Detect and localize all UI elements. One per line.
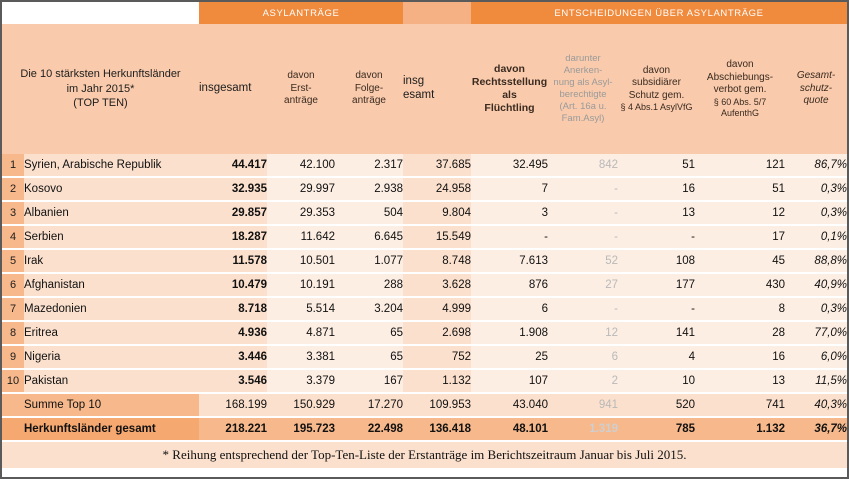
row-erstantraege: 3.381 — [267, 345, 335, 369]
col-header-antraege-insgesamt: insgesamt — [199, 24, 267, 154]
summary-abschiebungsverbot: 741 — [695, 393, 785, 417]
summary-erstantraege: 150.929 — [267, 393, 335, 417]
row-fluechtling: 25 — [471, 345, 548, 369]
row-country: Eritrea — [24, 321, 199, 345]
col-header-entscheidungen-insgesamt-l2: esamt — [403, 89, 435, 101]
row-entscheidungen: 1.132 — [403, 369, 471, 393]
col-header-erstantraege — [267, 24, 335, 154]
table-row — [2, 177, 847, 201]
corner-title-line2: im Jahr 2015* — [66, 82, 135, 95]
row-country: Pakistan — [24, 369, 199, 393]
row-anerkennung: - — [548, 297, 618, 321]
row-country: Syrien, Arabische Republik — [24, 154, 199, 177]
col-header-gesamtschutzquote — [785, 24, 847, 154]
row-rank: 2 — [2, 177, 24, 201]
row-fluechtling: 3 — [471, 201, 548, 225]
row-entscheidungen: 24.958 — [403, 177, 471, 201]
row-quote: 86,7% — [785, 154, 847, 177]
row-erstantraege: 3.379 — [267, 369, 335, 393]
table-row — [2, 345, 847, 369]
row-gesamt: 44.417 — [199, 154, 267, 177]
row-folgeantraege: 65 — [335, 345, 403, 369]
row-country: Afghanistan — [24, 273, 199, 297]
row-quote: 77,0% — [785, 321, 847, 345]
col-header-abschiebungsverbot — [695, 24, 785, 154]
row-fluechtling: 7.613 — [471, 249, 548, 273]
summary-entscheidungen: 109.953 — [403, 393, 471, 417]
row-gesamt: 4.936 — [199, 321, 267, 345]
table-row — [2, 273, 847, 297]
total-subsidiaer: 785 — [618, 417, 695, 441]
col-header-abschiebungsverbot-l3: verbot gem. — [713, 84, 767, 95]
col-header-folgeantraege-l1: davon — [355, 70, 383, 82]
row-rank: 3 — [2, 201, 24, 225]
summary-subsidiaer: 520 — [618, 393, 695, 417]
summary-fluechtling: 43.040 — [471, 393, 548, 417]
row-quote: 40,9% — [785, 273, 847, 297]
table-row — [2, 369, 847, 393]
row-subsidiaer: 4 — [618, 345, 695, 369]
row-subsidiaer: 10 — [618, 369, 695, 393]
row-rank: 10 — [2, 369, 24, 393]
row-erstantraege: 29.997 — [267, 177, 335, 201]
row-folgeantraege: 1.077 — [335, 249, 403, 273]
col-header-anerkennung — [548, 24, 618, 154]
row-country: Nigeria — [24, 345, 199, 369]
col-header-fluechtling-l2: Rechtsstellung als — [471, 75, 548, 101]
col-header-entscheidungen-insgesamt-l1: insg — [403, 75, 425, 88]
row-anerkennung: 2 — [548, 369, 618, 393]
col-header-fluechtling-l3: Flüchtling — [484, 102, 535, 115]
row-folgeantraege: 2.938 — [335, 177, 403, 201]
row-fluechtling: 1.908 — [471, 321, 548, 345]
row-fluechtling: 107 — [471, 369, 548, 393]
row-quote: 88,8% — [785, 249, 847, 273]
row-erstantraege: 11.642 — [267, 225, 335, 249]
col-header-anerkennung-l3: nung als Asyl- — [553, 77, 613, 89]
row-quote: 0,3% — [785, 177, 847, 201]
row-quote: 0,3% — [785, 297, 847, 321]
row-folgeantraege: 6.645 — [335, 225, 403, 249]
row-country: Irak — [24, 249, 199, 273]
row-folgeantraege: 288 — [335, 273, 403, 297]
row-folgeantraege: 504 — [335, 201, 403, 225]
row-anerkennung: - — [548, 225, 618, 249]
row-country: Albanien — [24, 201, 199, 225]
col-header-erstantraege-l1: davon — [287, 70, 315, 82]
asylum-statistics-table — [2, 2, 847, 468]
total-quote: 36,7% — [785, 417, 847, 441]
total-anerkennung: 1.319 — [548, 417, 618, 441]
total-rank-blank — [2, 417, 24, 441]
summary-folgeantraege: 17.270 — [335, 393, 403, 417]
row-fluechtling: 6 — [471, 297, 548, 321]
total-erstantraege: 195.723 — [267, 417, 335, 441]
row-entscheidungen: 9.804 — [403, 201, 471, 225]
row-rank: 4 — [2, 225, 24, 249]
row-anerkennung: - — [548, 201, 618, 225]
row-entscheidungen: 4.999 — [403, 297, 471, 321]
row-fluechtling: 876 — [471, 273, 548, 297]
row-subsidiaer: 51 — [618, 154, 695, 177]
col-header-anerkennung-l2: Anerken- — [563, 65, 603, 77]
col-header-subsidiaer-l3: Schutz gem. — [628, 89, 685, 101]
row-entscheidungen: 37.685 — [403, 154, 471, 177]
total-label: Herkunftsländer gesamt — [24, 417, 199, 441]
col-header-abschiebungsverbot-l4: § 60 Abs. 5/7 — [713, 96, 767, 107]
row-quote: 11,5% — [785, 369, 847, 393]
row-subsidiaer: 177 — [618, 273, 695, 297]
table-row — [2, 154, 847, 177]
footnote-text: * Reihung entsprechend der Top-Ten-Liste der Erstanträge im Berichtszeitraum Januar bis Juli 2015. — [2, 441, 847, 468]
row-rank: 1 — [2, 154, 24, 177]
row-anerkennung: 12 — [548, 321, 618, 345]
row-anerkennung: 27 — [548, 273, 618, 297]
total-fluechtling: 48.101 — [471, 417, 548, 441]
table-row — [2, 297, 847, 321]
row-erstantraege: 29.353 — [267, 201, 335, 225]
row-gesamt: 29.857 — [199, 201, 267, 225]
row-country: Kosovo — [24, 177, 199, 201]
summary-gesamt: 168.199 — [199, 393, 267, 417]
row-abschiebungsverbot: 430 — [695, 273, 785, 297]
total-entscheidungen: 136.418 — [403, 417, 471, 441]
row-gesamt: 3.446 — [199, 345, 267, 369]
col-header-folgeantraege-l3: anträge — [352, 95, 386, 107]
row-fluechtling: - — [471, 225, 548, 249]
total-abschiebungsverbot: 1.132 — [695, 417, 785, 441]
row-gesamt: 18.287 — [199, 225, 267, 249]
row-erstantraege: 4.871 — [267, 321, 335, 345]
row-folgeantraege: 167 — [335, 369, 403, 393]
row-rank: 9 — [2, 345, 24, 369]
col-header-abschiebungsverbot-l2: Abschiebungs- — [706, 71, 774, 83]
col-header-entscheidungen-insgesamt — [403, 24, 471, 154]
row-rank: 8 — [2, 321, 24, 345]
row-abschiebungsverbot: 45 — [695, 249, 785, 273]
row-fluechtling: 32.495 — [471, 154, 548, 177]
row-folgeantraege: 2.317 — [335, 154, 403, 177]
total-gesamt: 218.221 — [199, 417, 267, 441]
row-entscheidungen: 752 — [403, 345, 471, 369]
col-header-subsidiaer-l1: davon — [642, 64, 671, 76]
row-country: Serbien — [24, 225, 199, 249]
row-erstantraege: 42.100 — [267, 154, 335, 177]
row-abschiebungsverbot: 12 — [695, 201, 785, 225]
table-row — [2, 201, 847, 225]
col-header-anerkennung-l4: berechtigte — [559, 89, 607, 100]
row-abschiebungsverbot: 16 — [695, 345, 785, 369]
row-abschiebungsverbot: 17 — [695, 225, 785, 249]
header-band-asylantraege: ASYLANTRÄGE — [199, 2, 403, 24]
row-subsidiaer: - — [618, 225, 695, 249]
corner-title — [2, 24, 199, 154]
col-header-anerkennung-l5: (Art. 16a u. — [559, 100, 607, 112]
total-folgeantraege: 22.498 — [335, 417, 403, 441]
row-subsidiaer: - — [618, 297, 695, 321]
row-erstantraege: 10.501 — [267, 249, 335, 273]
col-header-fluechtling — [471, 24, 548, 154]
col-header-fluechtling-l1: davon — [494, 62, 525, 75]
header-band-entscheidungen: ENTSCHEIDUNGEN ÜBER ASYLANTRÄGE — [471, 2, 847, 24]
table-row — [2, 321, 847, 345]
row-gesamt: 8.718 — [199, 297, 267, 321]
corner-title-line3: (TOP TEN) — [73, 97, 128, 110]
row-subsidiaer: 141 — [618, 321, 695, 345]
row-subsidiaer: 108 — [618, 249, 695, 273]
summary-row — [2, 393, 847, 417]
row-entscheidungen: 3.628 — [403, 273, 471, 297]
col-header-gesamtschutzquote-l1: Gesamt- — [796, 70, 836, 82]
row-gesamt: 32.935 — [199, 177, 267, 201]
col-header-erstantraege-l2: Erst- — [290, 82, 312, 94]
row-entscheidungen: 15.549 — [403, 225, 471, 249]
row-abschiebungsverbot: 13 — [695, 369, 785, 393]
row-rank: 5 — [2, 249, 24, 273]
row-country: Mazedonien — [24, 297, 199, 321]
subheader-row — [2, 24, 847, 154]
row-anerkennung: 6 — [548, 345, 618, 369]
row-erstantraege: 5.514 — [267, 297, 335, 321]
row-entscheidungen: 8.748 — [403, 249, 471, 273]
row-quote: 0,3% — [785, 201, 847, 225]
col-header-abschiebungsverbot-l5: AufenthG — [720, 107, 760, 118]
col-header-abschiebungsverbot-l1: davon — [726, 59, 754, 70]
row-abschiebungsverbot: 121 — [695, 154, 785, 177]
col-header-subsidiaer-l2: subsidiärer — [632, 77, 681, 89]
col-header-anerkennung-l1: darunter — [565, 53, 601, 65]
row-subsidiaer: 13 — [618, 201, 695, 225]
col-header-erstantraege-l3: anträge — [284, 95, 318, 107]
row-rank: 7 — [2, 297, 24, 321]
row-erstantraege: 10.191 — [267, 273, 335, 297]
header-band-spacer — [403, 2, 471, 24]
row-quote: 6,0% — [785, 345, 847, 369]
row-abschiebungsverbot: 28 — [695, 321, 785, 345]
header-band-row — [2, 2, 847, 24]
header-blank-corner — [2, 2, 199, 24]
summary-quote: 40,3% — [785, 393, 847, 417]
summary-label: Summe Top 10 — [24, 393, 199, 417]
row-quote: 0,1% — [785, 225, 847, 249]
footnote-row — [2, 441, 847, 468]
summary-anerkennung: 941 — [548, 393, 618, 417]
row-gesamt: 3.546 — [199, 369, 267, 393]
row-abschiebungsverbot: 8 — [695, 297, 785, 321]
corner-title-line1: Die 10 stärksten Herkunftsländer — [20, 67, 181, 80]
row-anerkennung: 842 — [548, 154, 618, 177]
col-header-folgeantraege-l2: Folge- — [354, 82, 384, 94]
row-entscheidungen: 2.698 — [403, 321, 471, 345]
col-header-gesamtschutzquote-l2: schutz- — [799, 82, 833, 94]
row-anerkennung: 52 — [548, 249, 618, 273]
table-row — [2, 249, 847, 273]
col-header-anerkennung-l6: Fam.Asyl) — [561, 112, 605, 124]
total-row — [2, 417, 847, 441]
col-header-subsidiaer — [618, 24, 695, 154]
row-subsidiaer: 16 — [618, 177, 695, 201]
row-gesamt: 11.578 — [199, 249, 267, 273]
col-header-subsidiaer-l4: § 4 Abs.1 AsylVfG — [620, 102, 693, 113]
row-gesamt: 10.479 — [199, 273, 267, 297]
row-anerkennung: - — [548, 177, 618, 201]
col-header-folgeantraege — [335, 24, 403, 154]
col-header-gesamtschutzquote-l3: quote — [803, 95, 829, 107]
row-abschiebungsverbot: 51 — [695, 177, 785, 201]
row-fluechtling: 7 — [471, 177, 548, 201]
row-folgeantraege: 3.204 — [335, 297, 403, 321]
table-row — [2, 225, 847, 249]
row-rank: 6 — [2, 273, 24, 297]
summary-rank-blank — [2, 393, 24, 417]
row-folgeantraege: 65 — [335, 321, 403, 345]
